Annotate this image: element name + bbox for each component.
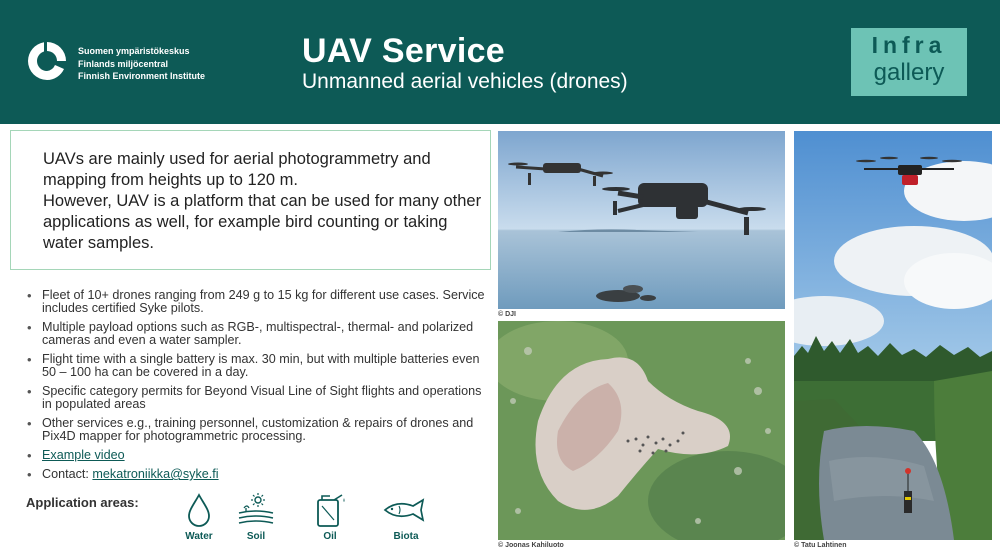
river-photo-credit: © Tatu Lahtinen: [794, 542, 847, 549]
drone-photo-credit: © DJI: [498, 311, 516, 318]
application-soil: Soil: [226, 492, 286, 542]
header-banner: [0, 0, 1000, 124]
oil-canister-icon: [312, 492, 348, 528]
river-photo-image: [794, 131, 992, 540]
list-item: • Multiple payload options such as RGB-, multispectral-, thermal- and polarized cameras and even a water sampler.: [26, 321, 486, 347]
application-water: Water: [169, 492, 229, 542]
page-subtitle: Unmanned aerial vehicles (drones): [302, 70, 628, 93]
page-title: UAV Service: [302, 32, 506, 70]
island-aerial-image: [498, 321, 785, 540]
application-oil: Oil: [300, 492, 360, 542]
infra-gallery-badge: Infra gallery: [851, 28, 967, 96]
list-item: • Specific category permits for Beyond Visual Line of Sight flights and operations in populated areas: [26, 385, 486, 411]
application-areas-label: Application areas:: [26, 495, 139, 510]
list-item: • Fleet of 10+ drones ranging from 249 g to 15 kg for different use cases. Service includes certified Syke pilots.: [26, 289, 486, 315]
contact-label: Contact:: [42, 467, 93, 481]
intro-box: [10, 130, 491, 270]
fish-icon: [381, 492, 431, 528]
river-photo: [794, 131, 992, 540]
intro-text-2: However, UAV is a platform that can be used for many other applications as well, for example bird counting or taking water samples.: [43, 192, 482, 252]
organization-name: Suomen ympäristökeskus Finlands miljöcentral Finnish Environment Institute: [78, 46, 206, 81]
drone-photo-image: [498, 131, 785, 309]
soil-field-icon: [236, 492, 276, 528]
example-video-link[interactable]: Example video: [42, 448, 125, 462]
island-aerial-photo: [498, 321, 785, 540]
contact-email-link[interactable]: mekatroniikka@syke.fi: [92, 467, 219, 481]
application-biota: Biota: [376, 492, 436, 542]
list-item: [26, 468, 486, 481]
water-drop-icon: [184, 492, 214, 528]
list-item: [26, 449, 486, 462]
list-item: • Flight time with a single battery is max. 30 min, but with multiple batteries even 50 – 100 ha can be covered in a day.: [26, 353, 486, 379]
list-item: • Other services e.g., training personnel, customization & repairs of drones and Pix4D mapper for photogrammetric processing.: [26, 417, 486, 443]
feature-list: [26, 289, 486, 487]
drone-photo: [498, 131, 785, 309]
intro-text-1: UAVs are mainly used for aerial photogrammetry and mapping from heights up to 120 m.: [43, 150, 431, 189]
syke-logo-icon: [24, 38, 70, 84]
island-photo-credit: © Joonas Kahiluoto: [498, 542, 564, 549]
